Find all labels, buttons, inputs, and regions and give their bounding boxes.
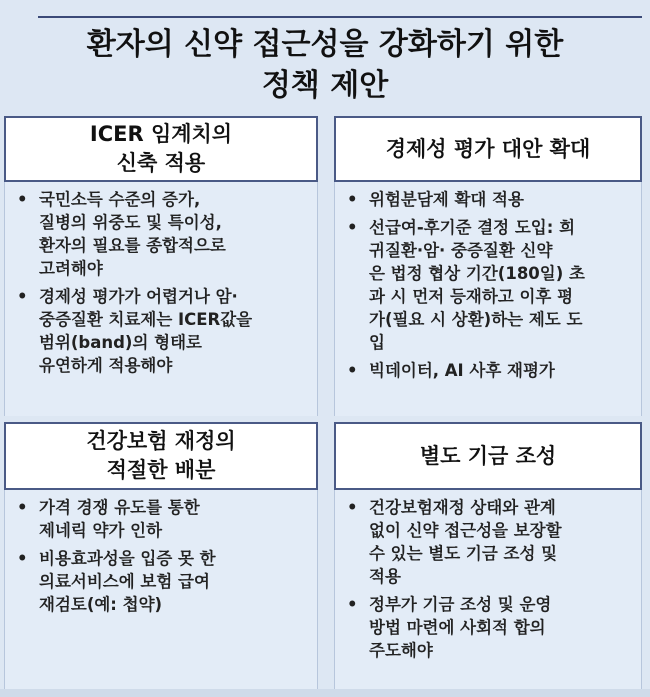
list-item: [15, 547, 309, 616]
bullet-marker: •: [347, 218, 358, 237]
bullet-marker: •: [347, 361, 358, 380]
heading-line: ICER 임계치의: [89, 122, 233, 146]
bullet-marker: •: [17, 549, 28, 568]
card-body-icer: [4, 182, 318, 416]
list-item: [345, 496, 633, 588]
card-heading-icer: [4, 116, 318, 182]
list-item: [15, 496, 309, 542]
bullet-text: 비용효과성을 입증 못 한 의료서비스에 보험 급여 재검토(예: 첩약): [39, 549, 216, 614]
bullet-text: 가격 경쟁 유도를 통한 제네릭 약가 인하: [39, 498, 200, 540]
bullet-text: 경제성 평가가 어렵거나 암· 중증질환 치료제는 ICER값을 범위(band)의 형태로 유연하게 적용해야: [39, 287, 253, 375]
list-item: [345, 359, 633, 382]
heading-line: 적절한 배분: [106, 458, 216, 482]
heading-line: 건강보험 재정의: [86, 429, 236, 453]
bullet-text: 빅데이터, AI 사후 재평가: [369, 361, 555, 380]
heading-line: 신축 적용: [116, 151, 206, 175]
bullet-list: [15, 496, 309, 616]
list-item: [15, 188, 309, 280]
list-item: [345, 593, 633, 662]
bullet-marker: •: [347, 595, 358, 614]
top-divider: [38, 16, 642, 18]
bullet-marker: •: [17, 190, 28, 209]
list-item: [345, 216, 633, 354]
card-body-economic-evaluation: [334, 182, 642, 416]
card-body-separate-fund: [334, 490, 642, 697]
heading-line: 경제성 평가 대안 확대: [385, 136, 591, 161]
bullet-list: [345, 188, 633, 382]
bullet-text: 선급여-후기준 결정 도입: 희 귀질환·암· 중증질환 신약 은 법정 협상 기간(180일) 초 과 시 먼저 등재하고 이후 평 가(필요 시 상환)하는 제도 도 입: [369, 218, 585, 352]
bullet-text: 국민소득 수준의 증가, 질병의 위중도 및 특이성, 환자의 필요를 종합적으로 고려해야: [39, 190, 226, 278]
bullet-list: [15, 188, 309, 377]
bullet-text: 건강보험재정 상태와 관계 없이 신약 접근성을 보장할 수 있는 별도 기금 조성 및 적용: [369, 498, 562, 586]
bullet-marker: •: [347, 498, 358, 517]
bullet-marker: •: [347, 190, 358, 209]
page-title: [0, 24, 650, 116]
list-item: [15, 285, 309, 377]
title-line-2: 정책 제안: [261, 68, 389, 103]
bullet-text: 위험분담제 확대 적용: [369, 190, 524, 209]
list-item: [345, 188, 633, 211]
card-body-insurance-finance: [4, 490, 318, 697]
bottom-edge: [0, 689, 650, 697]
bullet-text: 정부가 기금 조성 및 운영 방법 마련에 사회적 합의 주도해야: [369, 595, 552, 660]
bullet-list: [345, 496, 633, 662]
title-line-1: 환자의 신약 접근성을 강화하기 위한: [86, 27, 564, 62]
bullet-marker: •: [17, 498, 28, 517]
card-heading-separate-fund: [334, 422, 642, 490]
bullet-marker: •: [17, 287, 28, 306]
card-heading-economic-evaluation: [334, 116, 642, 182]
heading-line: 별도 기금 조성: [419, 443, 557, 468]
card-heading-insurance-finance: [4, 422, 318, 490]
